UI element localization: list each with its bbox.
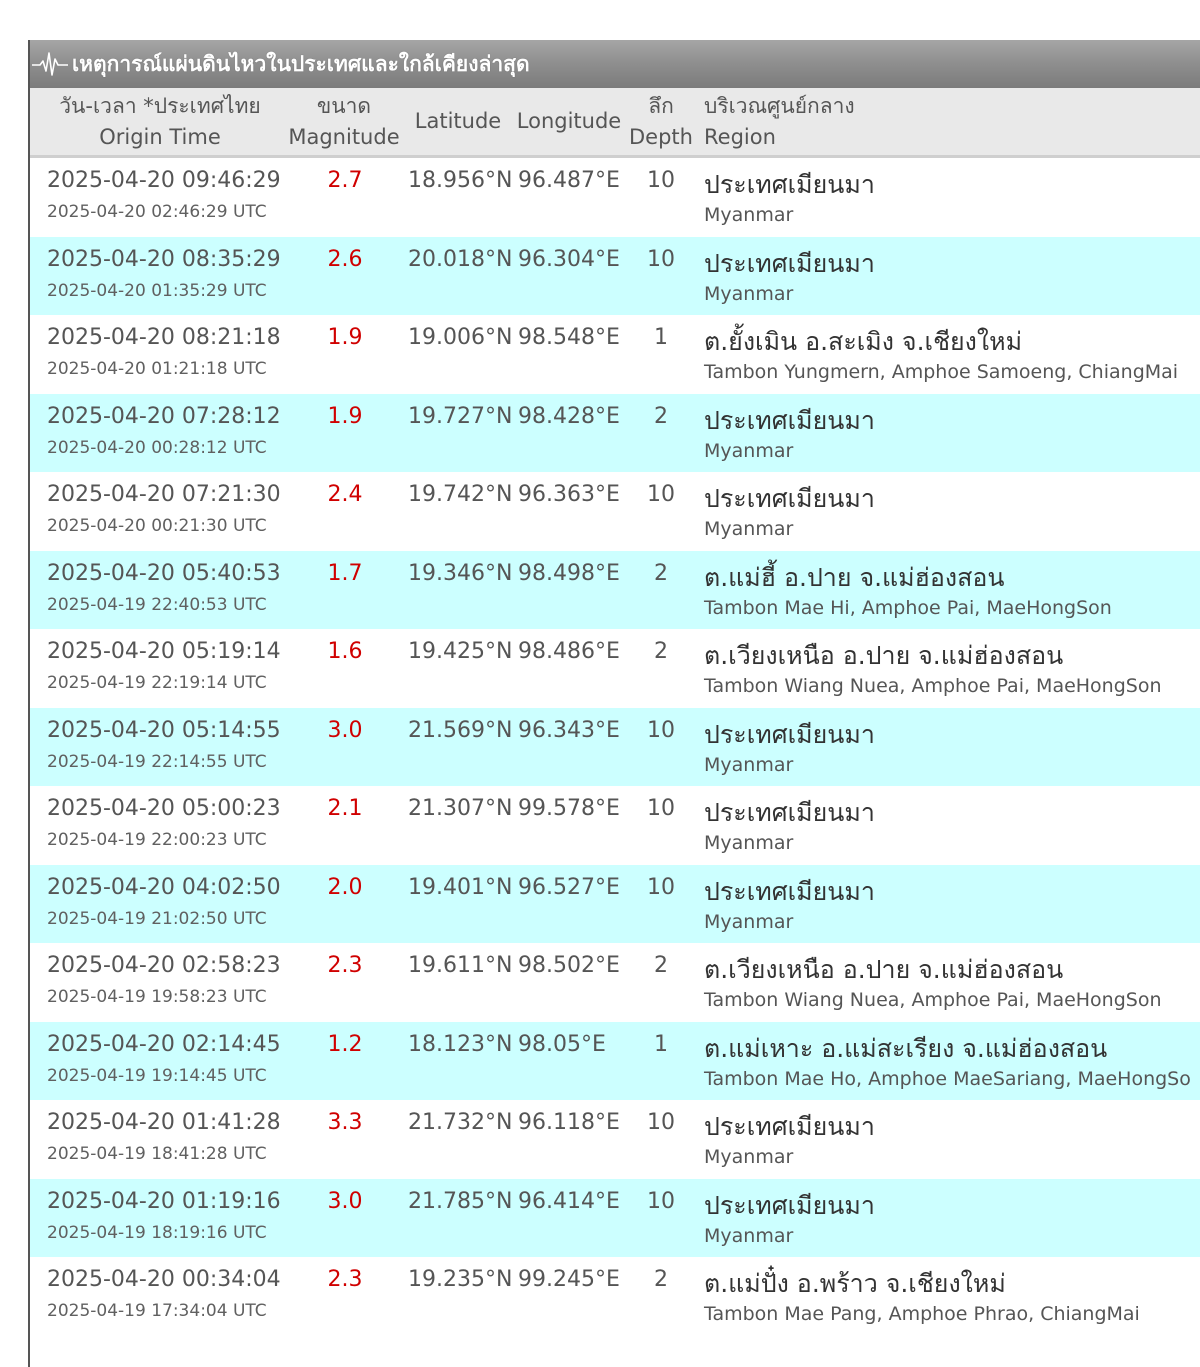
latitude-value: 21.307°N bbox=[408, 796, 513, 821]
region-english: Tambon Wiang Nuea, Amphoe Pai, MaeHongSon bbox=[704, 989, 1162, 1011]
depth-value: 10 bbox=[647, 874, 675, 900]
magnitude-value: 1.9 bbox=[327, 403, 363, 429]
origin-time-utc: 2025-04-19 18:19:16 UTC bbox=[47, 1222, 267, 1243]
depth-value: 1 bbox=[654, 1031, 668, 1057]
magnitude-value: 1.9 bbox=[327, 325, 363, 350]
origin-time-local: 2025-04-20 07:21:30 bbox=[47, 482, 281, 507]
region-thai: ประเทศเมียนมา bbox=[704, 876, 875, 906]
depth-value: 2 bbox=[654, 560, 668, 586]
region-thai: ประเทศเมียนมา bbox=[704, 405, 875, 435]
region-english: Myanmar bbox=[704, 1224, 794, 1247]
origin-time-local: 2025-04-20 05:14:55 bbox=[47, 717, 281, 743]
origin-time-local: 2025-04-20 01:41:28 bbox=[47, 1110, 281, 1135]
origin-time-utc: 2025-04-19 21:02:50 UTC bbox=[47, 908, 267, 929]
table-row[interactable] bbox=[30, 237, 1200, 316]
earthquake-panel bbox=[28, 40, 1200, 1367]
table-row[interactable] bbox=[30, 629, 1200, 708]
table-row[interactable] bbox=[30, 786, 1200, 865]
longitude-value: 96.343°E bbox=[518, 717, 620, 743]
region-english: Myanmar bbox=[704, 439, 794, 462]
col-region-en: Region bbox=[704, 124, 776, 149]
region-english: Myanmar bbox=[704, 518, 794, 540]
origin-time-utc: 2025-04-19 19:14:45 UTC bbox=[47, 1065, 267, 1086]
region-english: Myanmar bbox=[704, 910, 794, 933]
magnitude-value: 2.4 bbox=[327, 482, 363, 507]
origin-time-local: 2025-04-20 05:00:23 bbox=[47, 796, 281, 821]
longitude-value: 96.118°E bbox=[518, 1110, 620, 1135]
latitude-value: 18.123°N bbox=[408, 1031, 513, 1057]
magnitude-value: 3.3 bbox=[327, 1110, 363, 1135]
table-header bbox=[30, 88, 1200, 158]
region-thai: ประเทศเมียนมา bbox=[704, 1190, 875, 1220]
origin-time-utc: 2025-04-20 00:21:30 UTC bbox=[47, 516, 267, 536]
region-thai: ต.แม่ฮี้ อ.ปาย จ.แม่ฮ่องสอน bbox=[704, 562, 1005, 592]
origin-time-local: 2025-04-20 05:19:14 bbox=[47, 639, 281, 664]
seismograph-icon bbox=[32, 50, 68, 78]
origin-time-local: 2025-04-20 02:14:45 bbox=[47, 1031, 281, 1057]
longitude-value: 96.487°E bbox=[518, 168, 620, 193]
origin-time-utc: 2025-04-19 22:40:53 UTC bbox=[47, 594, 267, 615]
origin-time-local: 2025-04-20 08:21:18 bbox=[47, 325, 281, 350]
magnitude-value: 2.0 bbox=[327, 874, 363, 900]
col-depth bbox=[628, 88, 694, 155]
region-thai: ประเทศเมียนมา bbox=[704, 798, 875, 827]
latitude-value: 18.956°N bbox=[408, 168, 513, 193]
origin-time-local: 2025-04-20 02:58:23 bbox=[47, 953, 281, 978]
magnitude-value: 1.2 bbox=[327, 1031, 363, 1057]
region-english: Myanmar bbox=[704, 204, 794, 226]
origin-time-utc: 2025-04-20 01:21:18 UTC bbox=[47, 359, 267, 379]
origin-time-utc: 2025-04-19 22:14:55 UTC bbox=[47, 751, 267, 772]
table-row[interactable] bbox=[30, 1257, 1200, 1336]
magnitude-value: 2.1 bbox=[327, 796, 363, 821]
region-thai: ประเทศเมียนมา bbox=[704, 1112, 875, 1141]
latitude-value: 19.401°N bbox=[408, 874, 513, 900]
depth-value: 10 bbox=[647, 1110, 675, 1135]
table-row[interactable] bbox=[30, 1179, 1200, 1258]
latitude-value: 20.018°N bbox=[408, 246, 513, 272]
col-latitude-label: Latitude bbox=[414, 109, 502, 133]
table-row[interactable] bbox=[30, 865, 1200, 944]
origin-time-utc: 2025-04-20 00:28:12 UTC bbox=[47, 437, 267, 458]
table-row[interactable] bbox=[30, 1100, 1200, 1179]
region-english: Tambon Yungmern, Amphoe Samoeng, ChiangMai bbox=[704, 361, 1179, 383]
longitude-value: 99.578°E bbox=[518, 796, 620, 821]
magnitude-value: 2.3 bbox=[327, 953, 363, 978]
col-longitude bbox=[516, 88, 622, 155]
depth-value: 2 bbox=[654, 953, 668, 978]
col-region-th: บริเวณศูนย์กลาง bbox=[704, 93, 855, 118]
longitude-value: 96.414°E bbox=[518, 1188, 620, 1214]
col-longitude-label: Longitude bbox=[516, 109, 622, 133]
origin-time-local: 2025-04-20 07:28:12 bbox=[47, 403, 281, 429]
longitude-value: 98.428°E bbox=[518, 403, 620, 429]
col-magnitude bbox=[288, 88, 400, 155]
depth-value: 10 bbox=[647, 246, 675, 272]
col-magnitude-en: Magnitude bbox=[288, 124, 400, 149]
depth-value: 2 bbox=[654, 1267, 668, 1292]
depth-value: 10 bbox=[647, 1188, 675, 1214]
longitude-value: 98.05°E bbox=[518, 1031, 606, 1057]
magnitude-value: 2.3 bbox=[327, 1267, 363, 1292]
latitude-value: 21.569°N bbox=[408, 717, 513, 743]
col-depth-th: ลึก bbox=[648, 93, 674, 118]
region-english: Tambon Mae Ho, Amphoe MaeSariang, MaeHongSo bbox=[704, 1067, 1191, 1090]
longitude-value: 96.363°E bbox=[518, 482, 620, 507]
table-row[interactable] bbox=[30, 158, 1200, 237]
magnitude-value: 3.0 bbox=[327, 1188, 363, 1214]
region-thai: ต.ยั้งเมิน อ.สะเมิง จ.เชียงใหม่ bbox=[704, 327, 1023, 356]
origin-time-local: 2025-04-20 04:02:50 bbox=[47, 874, 281, 900]
depth-value: 10 bbox=[647, 482, 675, 507]
magnitude-value: 1.6 bbox=[327, 639, 363, 664]
latitude-value: 19.727°N bbox=[408, 403, 513, 429]
region-thai: ประเทศเมียนมา bbox=[704, 719, 875, 749]
origin-time-local: 2025-04-20 05:40:53 bbox=[47, 560, 281, 586]
region-english: Myanmar bbox=[704, 282, 794, 305]
region-english: Tambon Mae Pang, Amphoe Phrao, ChiangMai bbox=[704, 1303, 1140, 1325]
depth-value: 2 bbox=[654, 639, 668, 664]
region-english: Myanmar bbox=[704, 1146, 794, 1168]
col-magnitude-th: ขนาด bbox=[316, 93, 372, 118]
latitude-value: 19.346°N bbox=[408, 560, 513, 586]
region-english: Myanmar bbox=[704, 753, 794, 776]
table-row[interactable] bbox=[30, 1022, 1200, 1101]
region-english: Myanmar bbox=[704, 832, 794, 854]
longitude-value: 98.548°E bbox=[518, 325, 620, 350]
origin-time-utc: 2025-04-19 18:41:28 UTC bbox=[47, 1144, 267, 1164]
magnitude-value: 1.7 bbox=[327, 560, 363, 586]
region-thai: ต.แม่ปั๋ง อ.พร้าว จ.เชียงใหม่ bbox=[704, 1269, 1006, 1298]
region-thai: ต.เวียงเหนือ อ.ปาย จ.แม่ฮ่องสอน bbox=[704, 955, 1064, 984]
region-english: Tambon Wiang Nuea, Amphoe Pai, MaeHongSon bbox=[704, 675, 1162, 697]
longitude-value: 96.304°E bbox=[518, 246, 620, 272]
latitude-value: 21.732°N bbox=[408, 1110, 513, 1135]
table-row[interactable] bbox=[30, 394, 1200, 473]
col-origin-time-th: วัน-เวลา *ประเทศไทย bbox=[59, 93, 261, 118]
longitude-value: 99.245°E bbox=[518, 1267, 620, 1292]
latitude-value: 19.742°N bbox=[408, 482, 513, 507]
latitude-value: 21.785°N bbox=[408, 1188, 513, 1214]
panel-titlebar bbox=[30, 40, 1200, 88]
region-thai: ต.เวียงเหนือ อ.ปาย จ.แม่ฮ่องสอน bbox=[704, 641, 1064, 670]
region-thai: ประเทศเมียนมา bbox=[704, 170, 875, 199]
col-region bbox=[704, 88, 1104, 155]
origin-time-local: 2025-04-20 09:46:29 bbox=[47, 168, 281, 193]
depth-value: 10 bbox=[647, 168, 675, 193]
col-latitude bbox=[408, 88, 508, 155]
col-origin-time bbox=[30, 88, 290, 155]
region-thai: ต.แม่เหาะ อ.แม่สะเรียง จ.แม่ฮ่องสอน bbox=[704, 1033, 1108, 1063]
table-row[interactable] bbox=[30, 551, 1200, 630]
col-depth-en: Depth bbox=[629, 124, 693, 149]
longitude-value: 98.486°E bbox=[518, 639, 620, 664]
origin-time-utc: 2025-04-19 17:34:04 UTC bbox=[47, 1301, 267, 1321]
latitude-value: 19.611°N bbox=[408, 953, 513, 978]
magnitude-value: 3.0 bbox=[327, 717, 363, 743]
latitude-value: 19.006°N bbox=[408, 325, 513, 350]
origin-time-local: 2025-04-20 08:35:29 bbox=[47, 246, 281, 272]
latitude-value: 19.235°N bbox=[408, 1267, 513, 1292]
region-english: Tambon Mae Hi, Amphoe Pai, MaeHongSon bbox=[704, 596, 1112, 619]
longitude-value: 98.498°E bbox=[518, 560, 620, 586]
origin-time-local: 2025-04-20 01:19:16 bbox=[47, 1188, 281, 1214]
magnitude-value: 2.7 bbox=[327, 168, 363, 193]
longitude-value: 98.502°E bbox=[518, 953, 620, 978]
magnitude-value: 2.6 bbox=[327, 246, 363, 272]
panel-title: เหตุการณ์แผ่นดินไหวในประเทศและใกล้เคียงล่าสุด bbox=[72, 51, 530, 76]
depth-value: 10 bbox=[647, 796, 675, 821]
depth-value: 1 bbox=[654, 325, 668, 350]
table-row[interactable] bbox=[30, 472, 1200, 551]
table-row[interactable] bbox=[30, 315, 1200, 394]
latitude-value: 19.425°N bbox=[408, 639, 513, 664]
origin-time-utc: 2025-04-20 01:35:29 UTC bbox=[47, 280, 267, 301]
depth-value: 10 bbox=[647, 717, 675, 743]
origin-time-utc: 2025-04-19 22:19:14 UTC bbox=[47, 673, 267, 693]
origin-time-local: 2025-04-20 00:34:04 bbox=[47, 1267, 281, 1292]
region-thai: ประเทศเมียนมา bbox=[704, 248, 875, 278]
depth-value: 2 bbox=[654, 403, 668, 429]
longitude-value: 96.527°E bbox=[518, 874, 620, 900]
col-origin-time-en: Origin Time bbox=[99, 124, 221, 149]
origin-time-utc: 2025-04-19 22:00:23 UTC bbox=[47, 830, 267, 850]
origin-time-utc: 2025-04-20 02:46:29 UTC bbox=[47, 202, 267, 222]
region-thai: ประเทศเมียนมา bbox=[704, 484, 875, 513]
table-row[interactable] bbox=[30, 943, 1200, 1022]
table-row[interactable] bbox=[30, 708, 1200, 787]
origin-time-utc: 2025-04-19 19:58:23 UTC bbox=[47, 987, 267, 1007]
